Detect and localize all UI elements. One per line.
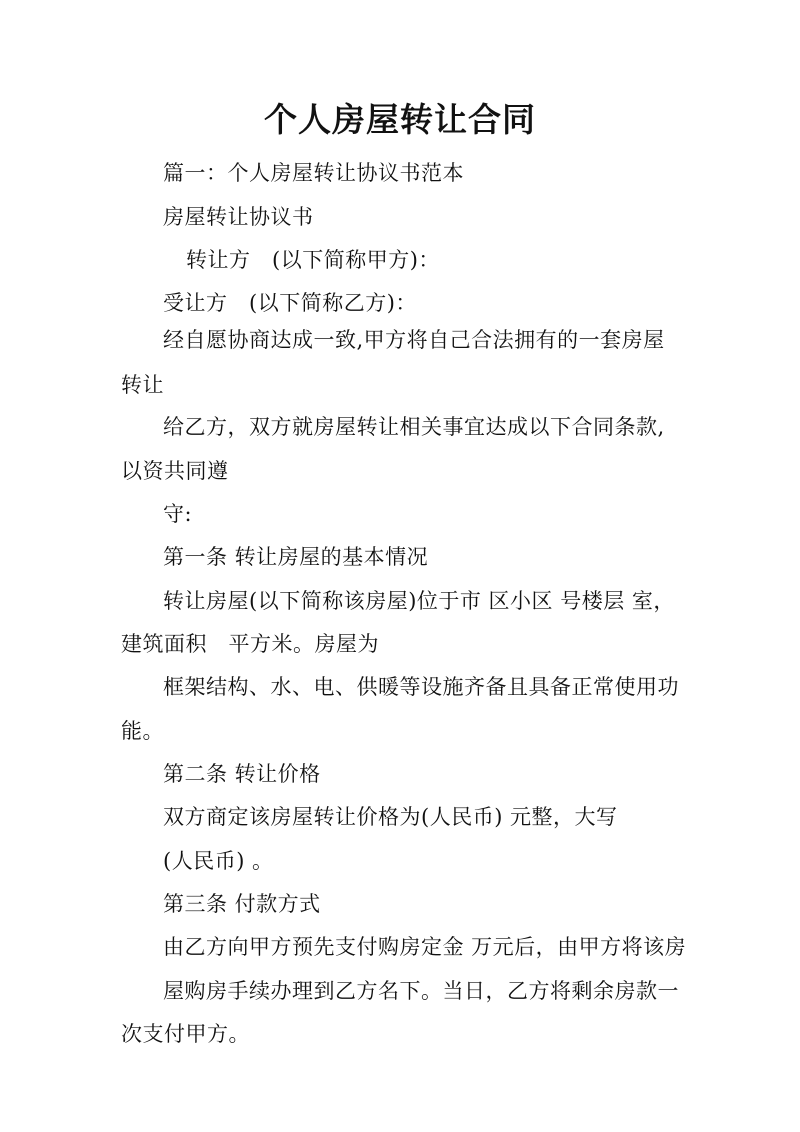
paragraph-line: 屋购房手续办理到乙方名下。当日，乙方将剩余房款一 bbox=[163, 979, 679, 1003]
paragraph-line: 守: bbox=[163, 502, 193, 526]
paragraph-line: 转让 bbox=[121, 373, 164, 397]
paragraph-line: 双方商定该房屋转让价格为(人民币) 元整，大写 bbox=[163, 805, 618, 829]
paragraph-line: 能。 bbox=[121, 719, 164, 743]
paragraph-line: 给乙方，双方就房屋转让相关事宜达成以下合同条款, bbox=[163, 415, 665, 439]
article-three-heading: 第三条 付款方式 bbox=[163, 892, 321, 916]
paragraph-line: 次支付甲方。 bbox=[121, 1022, 250, 1046]
section-heading-part-one: 篇一：个人房屋转让协议书范本 bbox=[163, 161, 464, 185]
document-title: 个人房屋转让合同 bbox=[264, 100, 536, 139]
paragraph-line: 以资共同遵 bbox=[121, 459, 229, 483]
paragraph-line: 由乙方向甲方预先支付购房定金 万元后，由甲方将该房 bbox=[163, 935, 687, 959]
article-two-heading: 第二条 转让价格 bbox=[163, 762, 321, 786]
agreement-heading: 房屋转让协议书 bbox=[163, 205, 314, 229]
paragraph-line: 经自愿协商达成一致,甲方将自己合法拥有的一套房屋 bbox=[163, 328, 665, 352]
paragraph-line: 框架结构、水、电、供暖等设施齐备且具备正常使用功 bbox=[163, 675, 679, 699]
paragraph-line: (人民币) 。 bbox=[163, 849, 274, 873]
paragraph-line: 转让房屋(以下简称该房屋)位于市 区小区 号楼层 室， bbox=[163, 589, 675, 613]
article-one-heading: 第一条 转让房屋的基本情况 bbox=[163, 545, 429, 569]
transferee-line: 受让方 (以下简称乙方)： bbox=[163, 291, 417, 315]
transferor-line: 转让方 (以下简称甲方)： bbox=[186, 248, 440, 272]
paragraph-line: 建筑面积 平方米。房屋为 bbox=[121, 632, 379, 656]
